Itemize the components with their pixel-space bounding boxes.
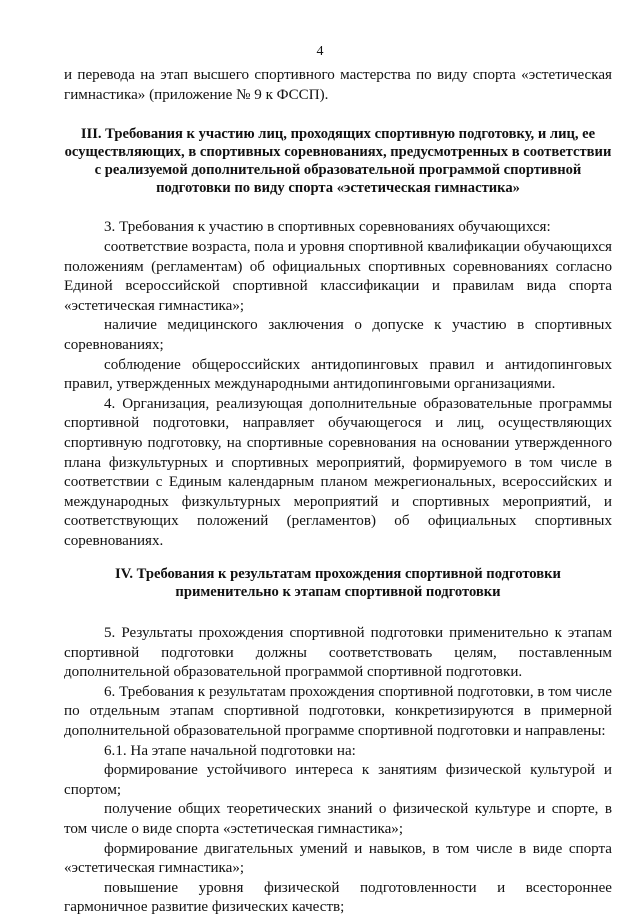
paragraph-continuation: и перевода на этап высшего спортивного мастерства по виду спорта «эстетическая гимнастика» (приложение № 9 к ФССП).: [64, 67, 612, 103]
paragraph-6-1: 6.1. На этапе начальной подготовки на:: [104, 742, 356, 759]
paragraph-3-item-3: соблюдение общероссийских антидопинговых правил и антидопинговых правил, утвержденных международными антидопинговыми организациями.: [64, 356, 612, 393]
paragraph-6-1-item-2: получение общих теоретических знаний о физической культуре и спорте, в том числе о виде спорта «эстетическая гимнастика»;: [64, 801, 612, 837]
section-4-heading: IV. Требования к результатам прохождения спортивной подготовки применительно к этапам спортивной подготовки: [115, 566, 561, 601]
paragraph-3-item-1: соответствие возраста, пола и уровня спортивной квалификации обучающихся положениям (регламентам) об официальных спортивных соревнованиях согласно Единой всероссийской спортивной классификации и правилам вида спорта «эстетическая гимнастика»;: [64, 238, 612, 314]
paragraph-6-1-item-1: формирование устойчивого интереса к занятиям физической культурой и спортом;: [64, 762, 612, 798]
paragraph-5: 5. Результаты прохождения спортивной подготовки применительно к этапам спортивной подготовки должны соответствовать целям, поставленным дополнительной образовательной программой спортивной подготовки.: [64, 625, 612, 681]
paragraph-6-1-item-3: формирование двигательных умений и навыков, в том числе в виде спорта «эстетическая гимнастика»;: [64, 840, 612, 877]
paragraph-3: 3. Требования к участию в спортивных соревнованиях обучающихся:: [104, 219, 551, 236]
paragraph-3-item-2: наличие медицинского заключения о допуске к участию в спортивных соревнованиях;: [64, 317, 612, 353]
paragraph-4: 4. Организация, реализующая дополнительные образовательные программы спортивной подготовки, направляет обучающегося и лиц, осуществляющих спортивную подготовку, на спортивные соревнования на основании утвержденного плана физкультурных и спортивных мероприятий, формируемого в том числе в соответствии с Единым календарным планом межрегиональных, всероссийских и международных физкультурных мероприятий и спортивных мероприятий, и соответствующих положений (регламентов) об официальных спортивных соревнованиях.: [64, 395, 612, 549]
paragraph-6-1-item-4: повышение уровня физической подготовленности и всестороннее гармоничное развитие физических качеств;: [64, 879, 612, 916]
document-body: [64, 66, 612, 918]
paragraph-6: 6. Требования к результатам прохождения спортивной подготовки, в том числе по отдельным этапам спортивной подготовки, конкретизируются в примерной дополнительной образовательной программе спортивной подготовки и направлены:: [64, 683, 612, 740]
section-3-heading: III. Требования к участию лиц, проходящих спортивную подготовку, и лиц, ее осуществляющих, в спортивных соревнованиях, предусмотренных в соответствии с реализуемой дополнительной образовательной программой спортивной подготовки по виду спорта «эстетическая гимнастика»: [64, 126, 612, 196]
page-number: 4: [316, 44, 324, 59]
